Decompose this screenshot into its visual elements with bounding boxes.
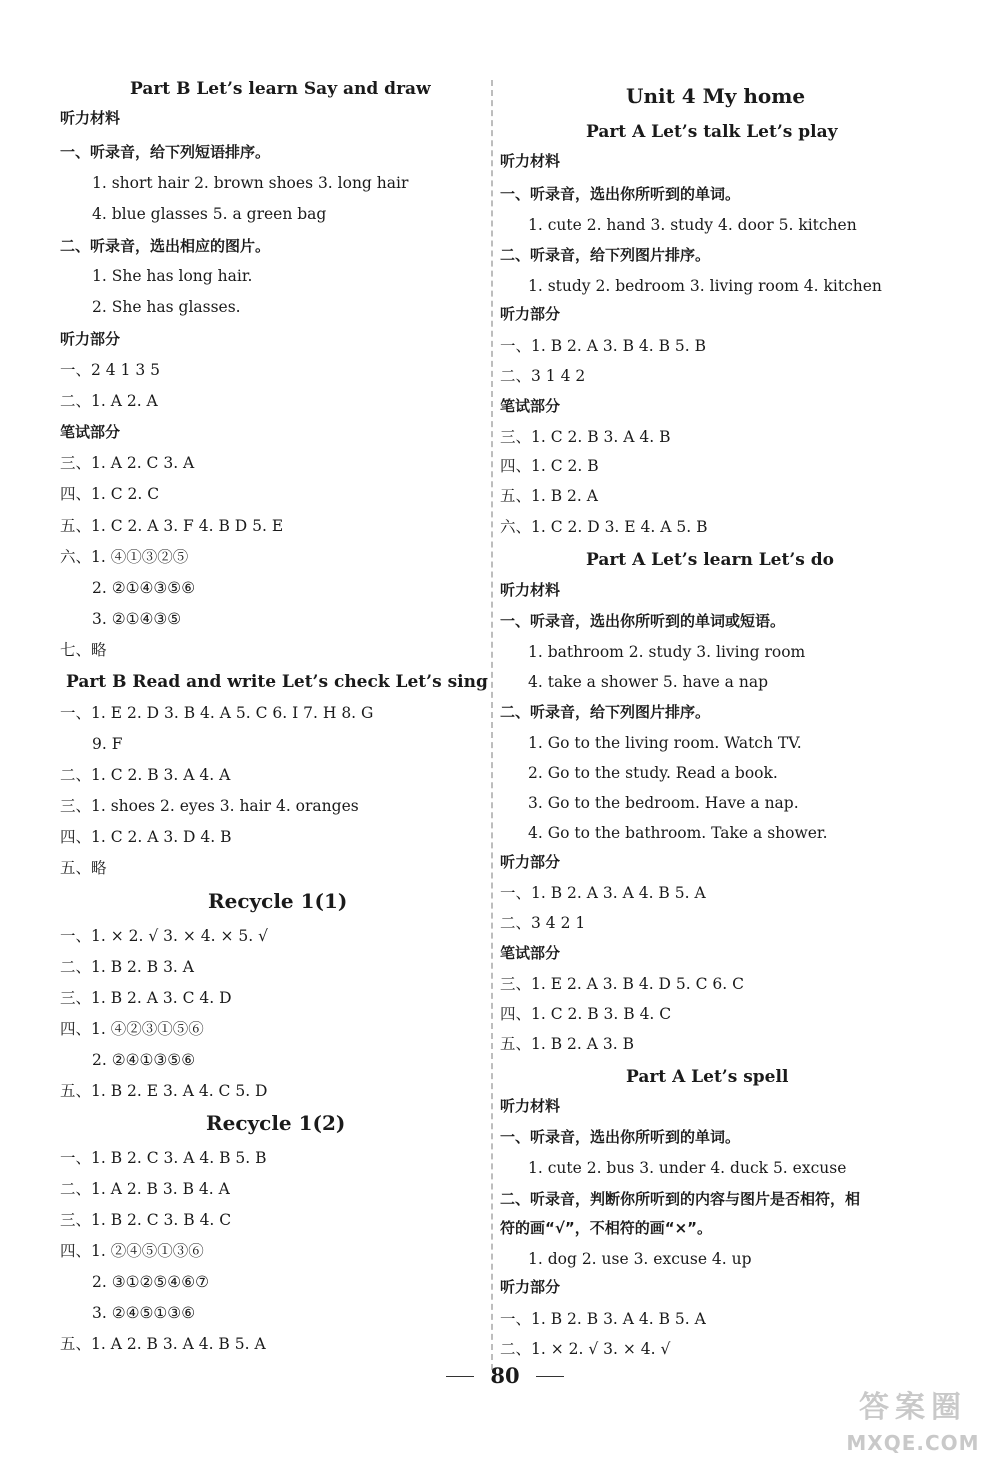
answer-line: 2. ③①②⑤④⑥⑦ [92, 1273, 209, 1291]
written-part-label: 笔试部分 [500, 944, 561, 962]
question-title: 符的画“√”，不相符的画“×”。 [500, 1219, 713, 1237]
answer-line: 四、1. C 2. C [60, 485, 160, 503]
written-part-label: 笔试部分 [500, 397, 561, 415]
listening-part-label: 听力部分 [60, 330, 121, 348]
watermark-logo [832, 1386, 994, 1466]
section-title-recycle-1-1: Recycle 1(1) [208, 889, 348, 913]
answer-line: 五、1. B 2. A 3. B [500, 1035, 634, 1053]
answer-line: 一、1. B 2. C 3. A 4. B 5. B [60, 1149, 267, 1167]
question-line: 1. short hair 2. brown shoes 3. long hair [92, 174, 409, 192]
watermark-text: 答案圈 [859, 1390, 967, 1425]
watermark-url: MXQE.COM [846, 1431, 980, 1455]
answer-line: 三、1. B 2. A 3. C 4. D [60, 989, 232, 1007]
listening-part-label: 听力部分 [500, 1278, 561, 1296]
question-line: 2. Go to the study. Read a book. [528, 764, 778, 782]
answer-line: 2. ②①④③⑤⑥ [92, 579, 196, 597]
answer-line: 二、1. × 2. √ 3. × 4. √ [500, 1340, 671, 1358]
answer-line: 五、1. A 2. B 3. A 4. B 5. A [60, 1335, 266, 1353]
question-title: 二、听录音，给下列图片排序。 [500, 246, 711, 264]
listening-material-label: 听力材料 [500, 581, 561, 599]
answer-line: 二、1. A 2. A [60, 392, 158, 410]
listening-part-label: 听力部分 [500, 853, 561, 871]
answer-line: 五、1. C 2. A 3. F 4. B D 5. E [60, 517, 284, 535]
listening-part-label: 听力部分 [500, 305, 561, 323]
answer-line: 二、3 1 4 2 [500, 367, 586, 385]
question-line: 3. Go to the bedroom. Have a nap. [528, 794, 799, 812]
section-title-part-a-learn: Part A Let’s learn Let’s do [586, 550, 834, 570]
section-title-part-a-spell: Part A Let’s spell [626, 1067, 789, 1087]
listening-material-label: 听力材料 [500, 152, 561, 170]
listening-material-label: 听力材料 [500, 1097, 561, 1115]
question-line: 4. take a shower 5. have a nap [528, 673, 769, 691]
answer-line: 二、1. C 2. B 3. A 4. A [60, 766, 231, 784]
answer-line: 二、3 4 2 1 [500, 914, 586, 932]
answer-line: 一、1. B 2. A 3. A 4. B 5. A [500, 884, 706, 902]
question-title: 二、听录音，判断你所听到的内容与图片是否相符，相 [500, 1190, 861, 1208]
answer-line: 三、1. B 2. C 3. B 4. C [60, 1211, 232, 1229]
answer-line: 五、略 [60, 859, 107, 877]
question-line: 4. blue glasses 5. a green bag [92, 205, 327, 223]
unit-title: Unit 4 My home [626, 84, 806, 108]
answer-line: 三、1. C 2. B 3. A 4. B [500, 428, 671, 446]
answer-line: 四、1. ②④⑤①③⑥ [60, 1242, 204, 1260]
answer-line: 四、1. C 2. B 3. B 4. C [500, 1005, 672, 1023]
answer-line: 一、1. E 2. D 3. B 4. A 5. C 6. I 7. H 8. G [60, 704, 374, 722]
answer-line: 2. ②④①③⑤⑥ [92, 1051, 196, 1069]
answer-line: 四、1. C 2. B [500, 457, 599, 475]
question-line: 1. Go to the living room. Watch TV. [528, 734, 802, 752]
answer-line: 三、1. shoes 2. eyes 3. hair 4. oranges [60, 797, 359, 815]
answer-line: 六、1. C 2. D 3. E 4. A 5. B [500, 518, 708, 536]
answer-line: 一、1. B 2. A 3. B 4. B 5. B [500, 337, 707, 355]
answer-line: 二、1. B 2. B 3. A [60, 958, 194, 976]
question-line: 2. She has glasses. [92, 298, 241, 316]
answer-line: 三、1. E 2. A 3. B 4. D 5. C 6. C [500, 975, 744, 993]
answer-line: 一、1. × 2. √ 3. × 4. × 5. √ [60, 927, 269, 945]
question-line: 1. She has long hair. [92, 267, 253, 285]
question-title: 二、听录音，给下列图片排序。 [500, 703, 711, 721]
written-part-label: 笔试部分 [60, 423, 121, 441]
answer-line: 一、2 4 1 3 5 [60, 361, 161, 379]
answer-line: 9. F [92, 735, 123, 753]
answer-line: 四、1. C 2. A 3. D 4. B [60, 828, 232, 846]
question-line: 1. study 2. bedroom 3. living room 4. kitchen [528, 277, 882, 295]
section-title-part-b-learn: Part B Let’s learn Say and draw [130, 79, 431, 99]
answer-line: 七、略 [60, 641, 107, 659]
question-title: 一、听录音，给下列短语排序。 [60, 143, 271, 161]
section-title-part-a-talk: Part A Let’s talk Let’s play [586, 122, 838, 142]
question-line: 1. cute 2. hand 3. study 4. door 5. kitchen [528, 216, 857, 234]
answer-line: 五、1. B 2. E 3. A 4. C 5. D [60, 1082, 268, 1100]
listening-material-label: 听力材料 [60, 109, 121, 127]
question-line: 4. Go to the bathroom. Take a shower. [528, 824, 828, 842]
question-title: 二、听录音，选出相应的图片。 [60, 237, 271, 255]
question-line: 1. bathroom 2. study 3. living room [528, 643, 806, 661]
question-title: 一、听录音，选出你所听到的单词。 [500, 1128, 741, 1146]
column-divider [491, 80, 493, 1370]
section-title-part-b-read: Part B Read and write Let’s check Let’s sing [66, 672, 488, 692]
answer-line: 3. ②①④③⑤ [92, 610, 182, 628]
question-line: 1. dog 2. use 3. excuse 4. up [528, 1250, 752, 1268]
question-line: 1. cute 2. bus 3. under 4. duck 5. excuse [528, 1159, 847, 1177]
answer-line: 四、1. ④②③①⑤⑥ [60, 1020, 204, 1038]
page-number: 80 [440, 1363, 570, 1388]
answer-line: 一、1. B 2. B 3. A 4. B 5. A [500, 1310, 706, 1328]
answer-line: 二、1. A 2. B 3. B 4. A [60, 1180, 230, 1198]
question-title: 一、听录音，选出你所听到的单词或短语。 [500, 612, 786, 630]
section-title-recycle-1-2: Recycle 1(2) [206, 1111, 346, 1135]
answer-line: 六、1. ④①③②⑤ [60, 548, 189, 566]
answer-line: 3. ②④⑤①③⑥ [92, 1304, 196, 1322]
answer-line: 五、1. B 2. A [500, 487, 598, 505]
question-title: 一、听录音，选出你所听到的单词。 [500, 185, 741, 203]
answer-line: 三、1. A 2. C 3. A [60, 454, 195, 472]
